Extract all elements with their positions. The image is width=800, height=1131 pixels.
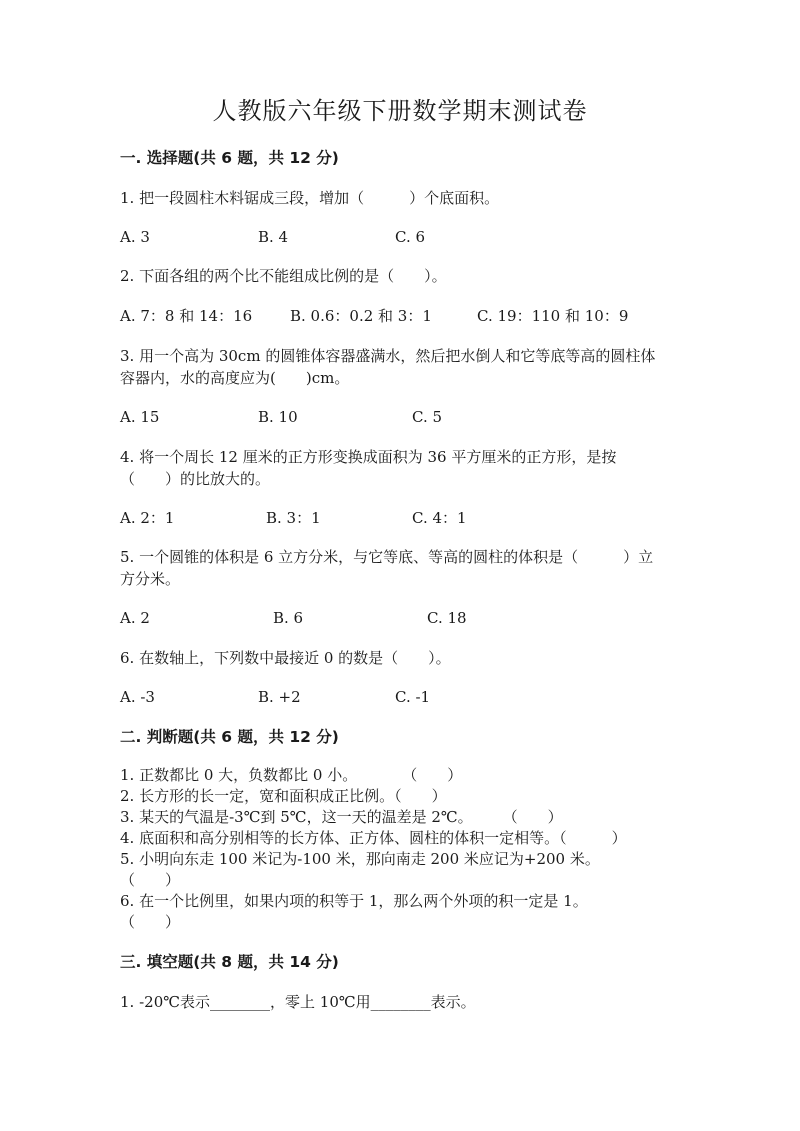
option-b: B. 0.6：0.2 和 3：1 bbox=[290, 307, 432, 325]
option-a: A. 15 bbox=[120, 408, 160, 426]
option-a: A. 2 bbox=[120, 609, 150, 627]
question-text: 5. 一个圆锥的体积是 6 立方分米，与它等底、等高的圆柱的体积是（ ）立 bbox=[120, 548, 654, 566]
section-heading-judgement: 二. 判断题(共 6 题，共 12 分) bbox=[120, 728, 339, 746]
judgement-item-continued: （ ） bbox=[120, 913, 181, 931]
option-c: C. 19：110 和 10：9 bbox=[477, 307, 629, 325]
question-text-continued: （ ）的比放大的。 bbox=[120, 470, 271, 488]
option-c: C. 18 bbox=[427, 609, 467, 627]
judgement-item: 2. 长方形的长一定，宽和面积成正比例。（ ） bbox=[120, 787, 447, 805]
judgement-list bbox=[120, 765, 700, 933]
page-title: 人教版六年级下册数学期末测试卷 bbox=[212, 97, 588, 125]
option-a: A. 7：8 和 14：16 bbox=[120, 307, 253, 325]
judgement-item: 5. 小明向东走 100 米记为-100 米，那向南走 200 米应记为+200 米。 bbox=[120, 850, 600, 868]
option-a: A. 2：1 bbox=[120, 509, 175, 527]
section-heading-choice: 一. 选择题(共 6 题，共 12 分) bbox=[120, 149, 339, 167]
judgement-item: 3. 某天的气温是-3℃到 5℃，这一天的温差是 2℃。 （ ） bbox=[120, 808, 563, 826]
option-c: C. 6 bbox=[395, 228, 426, 246]
option-b: B. 6 bbox=[273, 609, 304, 627]
option-a: A. 3 bbox=[120, 228, 150, 246]
judgement-item-continued: （ ） bbox=[120, 871, 181, 889]
section-heading-fill-blank: 三. 填空题(共 8 题，共 14 分) bbox=[120, 953, 339, 971]
option-c: C. 5 bbox=[412, 408, 443, 426]
question-text: 1. -20℃表示________，零上 10℃用________表示。 bbox=[120, 993, 476, 1011]
question-text-continued: 方分米。 bbox=[120, 570, 181, 588]
question-text: 4. 将一个周长 12 厘米的正方形变换成面积为 36 平方厘米的正方形，是按 bbox=[120, 448, 617, 466]
option-c: C. -1 bbox=[395, 688, 431, 706]
option-b: B. 10 bbox=[258, 408, 298, 426]
option-b: B. 4 bbox=[258, 228, 289, 246]
judgement-item: 6. 在一个比例里，如果内项的积等于 1，那么两个外项的积一定是 1。 bbox=[120, 892, 588, 910]
question-text-continued: 容器内，水的高度应为( )cm。 bbox=[120, 369, 350, 387]
question-text: 2. 下面各组的两个比不能组成比例的是（ ）。 bbox=[120, 267, 447, 285]
option-b: B. 3：1 bbox=[266, 509, 321, 527]
option-b: B. +2 bbox=[258, 688, 301, 706]
option-c: C. 4：1 bbox=[412, 509, 467, 527]
question-text: 1. 把一段圆柱木料锯成三段，增加（ ）个底面积。 bbox=[120, 189, 500, 207]
judgement-item: 4. 底面积和高分别相等的长方体、正方体、圆柱的体积一定相等。（ ） bbox=[120, 829, 627, 847]
option-a: A. -3 bbox=[120, 688, 155, 706]
judgement-item: 1. 正数都比 0 大，负数都比 0 小。 （ ） bbox=[120, 766, 463, 784]
question-text: 3. 用一个高为 30cm 的圆锥体容器盛满水，然后把水倒人和它等底等高的圆柱体 bbox=[120, 347, 656, 365]
question-text: 6. 在数轴上，下列数中最接近 0 的数是（ ）。 bbox=[120, 649, 451, 667]
